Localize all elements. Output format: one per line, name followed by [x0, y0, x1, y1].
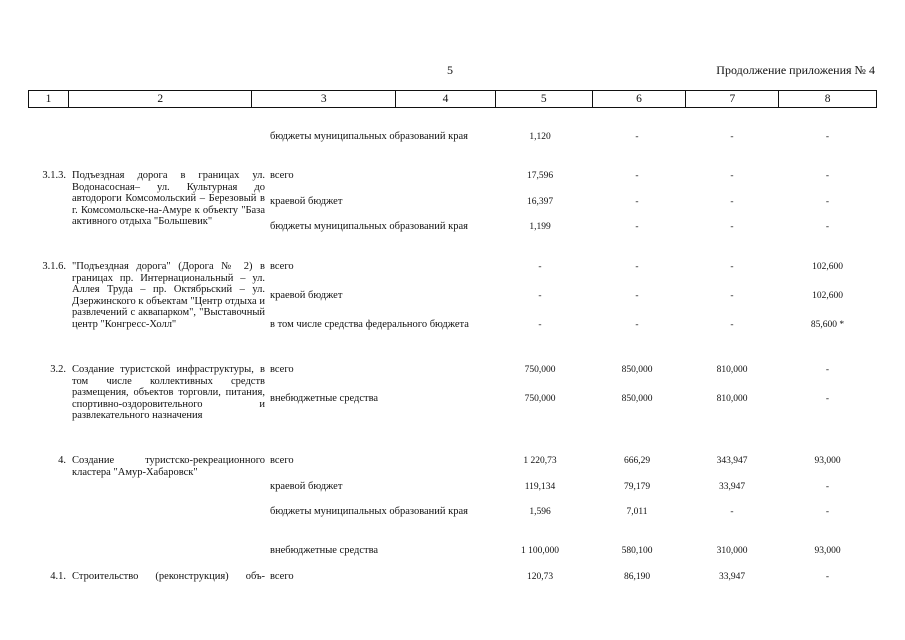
funding-source: внебюджетные средства	[270, 545, 379, 556]
item-number: 4.	[58, 455, 66, 466]
value-col5: 17,596	[526, 171, 554, 181]
value-col5: -	[538, 320, 542, 330]
value-col5: 1,199	[529, 222, 551, 232]
item-name: Подъездная дорога в границах ул. Водонасосная– ул. Культурная до автодороги Комсомольский – Березовый в г. Комсомольске-на-Амуре к объекту "База активного отдыха "Большевик"	[72, 170, 265, 227]
value-col5: 1,596	[529, 507, 551, 517]
funding-source: всего	[270, 170, 294, 181]
value-col7: -	[730, 132, 734, 142]
value-col6: 86,190	[623, 572, 651, 582]
continuation-label: Продолжение приложения № 4	[716, 63, 875, 77]
value-col8: -	[825, 365, 830, 375]
value-col6: -	[635, 197, 639, 207]
funding-source: краевой бюджет	[270, 196, 343, 207]
value-col8: 85,600 *	[810, 320, 845, 330]
funding-source: бюджеты муниципальных образований края	[270, 131, 469, 142]
value-col8: 102,600	[812, 291, 843, 301]
funding-source: бюджеты муниципальных образований края	[270, 506, 469, 517]
value-col6: -	[635, 132, 639, 142]
value-col5: 1 100,000	[521, 546, 559, 556]
item-number: 3.2.	[50, 364, 66, 375]
value-col5: 1,120	[529, 132, 551, 142]
funding-source: всего	[270, 261, 294, 272]
column-header: 5	[496, 91, 593, 107]
item-number: 3.1.6.	[42, 261, 66, 272]
value-col8: 102,600	[812, 262, 843, 272]
value-col7: -	[730, 197, 734, 207]
value-col7: -	[730, 320, 734, 330]
value-col8: 93,000	[814, 546, 841, 556]
value-col6: -	[635, 262, 639, 272]
funding-source: краевой бюджет	[270, 481, 343, 492]
item-name: Строительство (реконструкция) объ-	[72, 571, 265, 582]
value-col6: 79,179	[623, 482, 651, 492]
value-col6: -	[635, 222, 639, 232]
value-col8: -	[825, 132, 830, 142]
value-col7: -	[730, 171, 734, 181]
value-col8: -	[825, 507, 830, 517]
value-col7: 33,947	[718, 572, 746, 582]
item-number: 3.1.3.	[42, 170, 66, 181]
value-col5: 119,134	[524, 482, 556, 492]
value-col5: 1 220,73	[523, 456, 557, 466]
funding-source: всего	[270, 571, 294, 582]
value-col7: -	[730, 222, 734, 232]
page-number: 5	[447, 63, 453, 77]
item-name: "Подъездная дорога" (Дорога № 2) в границах пр. Интернациональный – ул. Аллея Труда – пр. Октябрьский – ул. Дзержинского к объектам "Центр отдыха и развлечений с аквапарком", "Выставочный центр "Конгресс-Холл"	[72, 261, 265, 330]
value-col7: 810,000	[716, 394, 748, 404]
funding-source: краевой бюджет	[270, 290, 343, 301]
column-header: 8	[824, 93, 831, 105]
value-col5: -	[538, 291, 542, 301]
value-col6: -	[635, 320, 639, 330]
value-col8: -	[825, 572, 830, 582]
value-col8: -	[825, 171, 830, 181]
value-col8: -	[825, 394, 830, 404]
column-header: 4	[396, 91, 496, 107]
value-col5: 16,397	[526, 197, 554, 207]
column-header: 3	[252, 91, 396, 107]
value-col6: 666,29	[623, 456, 651, 466]
item-number: 4.1.	[50, 571, 66, 582]
value-col7: -	[730, 291, 734, 301]
column-header: 1	[29, 91, 69, 107]
value-col6: 850,000	[621, 365, 653, 375]
value-col8: -	[825, 197, 830, 207]
value-col5: 750,000	[524, 394, 556, 404]
value-col5: 120,73	[526, 572, 554, 582]
funding-source: внебюджетные средства	[270, 393, 379, 404]
value-col7: 310,000	[716, 546, 748, 556]
value-col6: 7,011	[626, 507, 648, 517]
value-col7: 810,000	[716, 365, 748, 375]
item-name: Создание туристско-рекреационного кластера "Амур-Хабаровск"	[72, 455, 265, 478]
value-col7: 33,947	[718, 482, 746, 492]
value-col7: 343,947	[716, 456, 748, 466]
funding-source: бюджеты муниципальных образований края	[270, 221, 469, 232]
column-header: 2	[69, 91, 253, 107]
value-col5: -	[538, 262, 542, 272]
funding-source: всего	[270, 455, 294, 466]
value-col8: -	[825, 222, 830, 232]
value-col7: -	[730, 507, 734, 517]
value-col8: -	[825, 482, 830, 492]
value-col6: -	[635, 291, 639, 301]
funding-source: всего	[270, 364, 294, 375]
value-col6: 850,000	[621, 394, 653, 404]
column-header: 7	[686, 91, 779, 107]
value-col6: -	[635, 171, 639, 181]
funding-source: в том числе средства федерального бюджета	[270, 319, 469, 330]
column-header: 6	[593, 91, 687, 107]
value-col5: 750,000	[524, 365, 556, 375]
table-header-row	[28, 90, 877, 108]
value-col7: -	[730, 262, 734, 272]
value-col8: 93,000	[814, 456, 841, 466]
item-name: Создание туристской инфраструктуры, в том числе коллективных средств размещения, объектов торговли, питания, спортивно-оздоровительного и развлекательного назначения	[72, 364, 265, 421]
value-col6: 580,100	[621, 546, 653, 556]
